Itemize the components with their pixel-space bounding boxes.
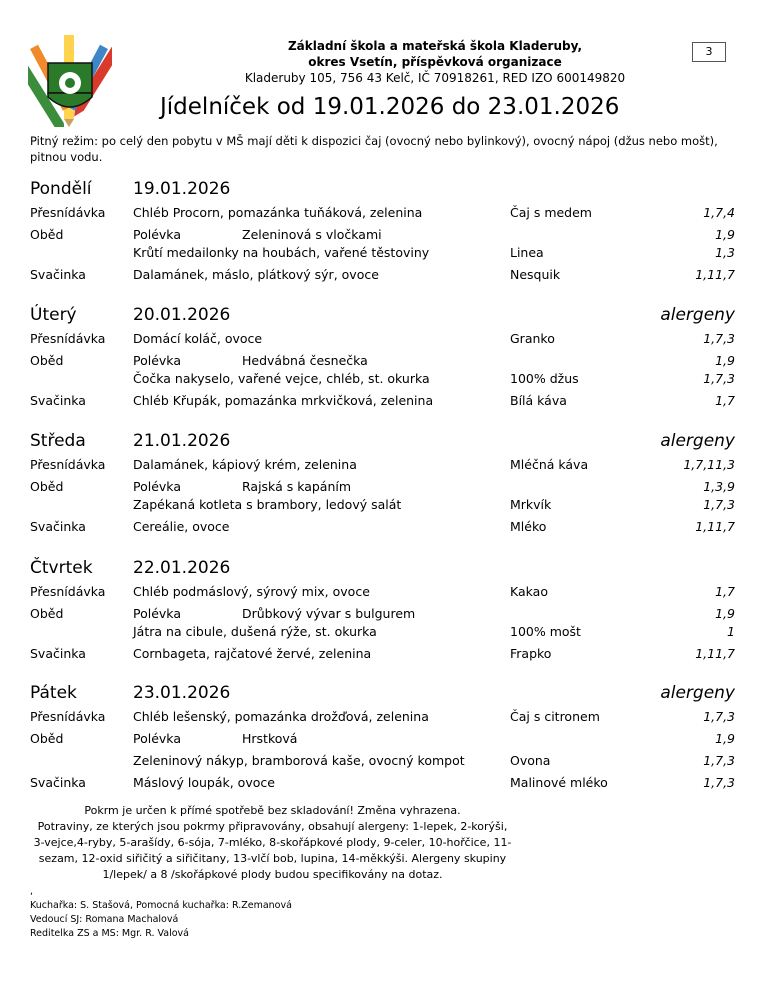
meal-allergens: 1,11,7 <box>695 267 735 282</box>
meal-food: Chléb lešenský, pomazánka drožďová, zelenina <box>133 709 429 724</box>
meal-label: Svačinka <box>30 519 86 534</box>
meal-label: Přesnídávka <box>30 457 106 472</box>
soup-label: Polévka <box>133 731 181 746</box>
meal-lunch-main <box>30 497 735 519</box>
meal-drink: Mrkvík <box>510 497 552 512</box>
school-address: Kladeruby 105, 756 43 Kelč, IČ 70918261, RED IZO 600149820 <box>244 71 626 85</box>
meal-label: Přesnídávka <box>30 331 106 346</box>
meal-snack2 <box>30 519 735 541</box>
meal-lunch-soup <box>30 227 735 245</box>
soup-allergens: 1,9 <box>715 227 735 242</box>
day-wednesday <box>30 431 735 541</box>
meal-food: Chléb Procorn, pomazánka tuňáková, zelenina <box>133 205 423 220</box>
footer-line: 1/lepek/ a 8 /skořápkové plody budou specifikovány na dotaz. <box>102 868 443 881</box>
meal-food: Cornbageta, rajčatové žervé, zelenina <box>133 646 372 661</box>
meal-snack2 <box>30 646 735 668</box>
meal-label: Oběd <box>30 731 64 746</box>
meal-snack1 <box>30 584 735 606</box>
meal-food: Zeleninový nákyp, bramborová kaše, ovocný kompot <box>133 753 465 768</box>
soup-label: Polévka <box>133 227 181 242</box>
meal-allergens: 1,7 <box>715 584 735 599</box>
meal-label: Svačinka <box>30 646 86 661</box>
day-date: 23.01.2026 <box>133 683 231 703</box>
coat-of-arms-icon <box>48 63 92 107</box>
meal-lunch-main <box>30 371 735 393</box>
soup-label: Polévka <box>133 479 181 494</box>
meal-lunch-main <box>30 245 735 267</box>
footer-line: Potraviny, ze kterých jsou pokrmy připravovány, obsahují alergeny: 1-lepek, 2-korýši, <box>37 820 508 833</box>
meal-label: Oběd <box>30 227 64 242</box>
meal-drink: 100% mošt <box>510 624 581 639</box>
soup-label: Polévka <box>133 606 181 621</box>
meal-lunch-main <box>30 624 735 646</box>
meal-allergens: 1,7,3 <box>703 371 735 386</box>
meal-lunch-soup <box>30 353 735 371</box>
day-name: Středa <box>30 431 86 451</box>
meal-drink: 100% džus <box>510 371 579 386</box>
day-name: Pátek <box>30 683 77 703</box>
meal-drink: Ovona <box>510 753 551 768</box>
allergens-label: alergeny <box>660 683 735 703</box>
day-friday <box>30 683 735 797</box>
meal-drink: Malinové mléko <box>510 775 608 790</box>
meal-food: Dalamánek, máslo, plátkový sýr, ovoce <box>133 267 379 282</box>
footer-line: sezam, 12-oxid siřičitý a siřičitany, 13-vlčí bob, lupina, 14-měkkýši. Alergeny skupiny <box>38 852 507 865</box>
meal-food: Domácí koláč, ovoce <box>133 331 263 346</box>
meal-drink: Bílá káva <box>510 393 567 408</box>
staff-director: Reditelka ZS a MS: Mgr. R. Valová <box>30 928 189 939</box>
meal-lunch-soup <box>30 731 735 753</box>
meal-lunch-main <box>30 753 735 775</box>
meal-snack1 <box>30 457 735 479</box>
meal-label: Svačinka <box>30 267 86 282</box>
meal-label: Oběd <box>30 353 64 368</box>
meal-lunch-soup <box>30 606 735 624</box>
footer-line: Pokrm je určen k přímé spotřebě bez skladování! Změna vyhrazena. <box>84 804 461 817</box>
meal-allergens: 1,7,11,3 <box>683 457 735 472</box>
meal-allergens: 1,7,3 <box>703 775 735 790</box>
staff-cooks: Kuchařka: S. Stašová, Pomocná kuchařka: R.Zemanová <box>30 900 292 911</box>
meal-drink: Frapko <box>510 646 552 661</box>
meal-allergens: 1,7,4 <box>703 205 735 220</box>
meal-food: Máslový loupák, ovoce <box>133 775 275 790</box>
meal-drink: Mléčná káva <box>510 457 589 472</box>
day-date: 21.01.2026 <box>133 431 231 451</box>
meal-label: Svačinka <box>30 393 86 408</box>
school-district: okres Vsetín, příspěvková organizace <box>308 55 562 69</box>
footer-note <box>30 803 515 883</box>
day-date: 19.01.2026 <box>133 179 231 199</box>
day-monday <box>30 179 735 289</box>
meal-allergens: 1,7,3 <box>703 497 735 512</box>
meal-food: Játra na cibule, dušená rýže, st. okurka <box>133 624 377 639</box>
staff-list <box>30 885 292 941</box>
soup-allergens: 1,9 <box>715 606 735 621</box>
meal-snack1 <box>30 331 735 353</box>
soup-allergens: 1,3,9 <box>703 479 735 494</box>
meal-allergens: 1 <box>727 624 735 639</box>
day-name: Úterý <box>30 305 77 325</box>
staff-mark: , <box>30 886 34 897</box>
school-header <box>200 38 670 86</box>
meal-label: Přesnídávka <box>30 584 106 599</box>
meal-drink: Granko <box>510 331 555 346</box>
meal-allergens: 1,3 <box>715 245 735 260</box>
drink-note: Pitný režim: po celý den pobytu v MŠ mají děti k dispozici čaj (ovocný nebo bylinkový), ovocný nápoj (džus nebo mošt), pitnou vodu. <box>30 134 718 164</box>
day-date: 22.01.2026 <box>133 558 231 578</box>
meal-snack2 <box>30 775 735 797</box>
soup-label: Polévka <box>133 353 181 368</box>
soup-name: Zeleninová s vločkami <box>242 227 382 242</box>
meal-drink: Nesquik <box>510 267 561 282</box>
meal-snack2 <box>30 267 735 289</box>
allergens-label: alergeny <box>660 305 735 325</box>
meal-food: Čočka nakyselo, vařené vejce, chléb, st. okurka <box>133 371 430 386</box>
meal-snack1 <box>30 205 735 227</box>
soup-allergens: 1,9 <box>715 731 735 746</box>
footer-line: 3-vejce,4-ryby, 5-arašídy, 6-sója, 7-mléko, 8-skořápkové plody, 9-celer, 10-hořčice, 11- <box>33 836 512 849</box>
meal-label: Svačinka <box>30 775 86 790</box>
day-tuesday <box>30 305 735 415</box>
page-number: 3 <box>692 42 726 62</box>
meal-allergens: 1,7 <box>715 393 735 408</box>
meal-drink: Kakao <box>510 584 548 599</box>
school-name: Základní škola a mateřská škola Kladeruby, <box>287 39 583 53</box>
soup-name: Hedvábná česnečka <box>242 353 368 368</box>
meal-allergens: 1,7,3 <box>703 753 735 768</box>
meal-label: Přesnídávka <box>30 205 106 220</box>
soup-name: Rajská s kapáním <box>242 479 352 494</box>
meal-drink: Mléko <box>510 519 547 534</box>
soup-allergens: 1,9 <box>715 353 735 368</box>
day-name: Pondělí <box>30 179 92 199</box>
meal-food: Cereálie, ovoce <box>133 519 230 534</box>
meal-label: Oběd <box>30 479 64 494</box>
meal-food: Chléb Křupák, pomazánka mrkvičková, zelenina <box>133 393 434 408</box>
meal-food: Zapékaná kotleta s brambory, ledový salát <box>133 497 402 512</box>
meal-label: Přesnídávka <box>30 709 106 724</box>
meal-allergens: 1,11,7 <box>695 519 735 534</box>
meal-snack2 <box>30 393 735 415</box>
staff-manager: Vedoucí SJ: Romana Machalová <box>30 914 179 925</box>
page-title: Jídelníček od 19.01.2026 do 23.01.2026 <box>160 94 620 120</box>
meal-food: Dalamánek, kápiový krém, zelenina <box>133 457 357 472</box>
school-logo <box>28 33 112 127</box>
meal-allergens: 1,11,7 <box>695 646 735 661</box>
meal-allergens: 1,7,3 <box>703 331 735 346</box>
meal-food: Chléb podmáslový, sýrový mix, ovoce <box>133 584 370 599</box>
meal-label: Oběd <box>30 606 64 621</box>
meal-drink: Čaj s medem <box>510 205 592 220</box>
meal-food: Krůtí medailonky na houbách, vařené těstoviny <box>133 245 430 260</box>
meal-allergens: 1,7,3 <box>703 709 735 724</box>
soup-name: Hrstková <box>242 731 298 746</box>
day-name: Čtvrtek <box>30 558 93 578</box>
allergens-label: alergeny <box>660 431 735 451</box>
meal-lunch-soup <box>30 479 735 497</box>
meal-drink: Čaj s citronem <box>510 709 600 724</box>
soup-name: Drůbkový vývar s bulgurem <box>242 606 416 621</box>
meal-snack1 <box>30 709 735 731</box>
day-thursday <box>30 558 735 668</box>
meal-drink: Linea <box>510 245 544 260</box>
day-date: 20.01.2026 <box>133 305 231 325</box>
